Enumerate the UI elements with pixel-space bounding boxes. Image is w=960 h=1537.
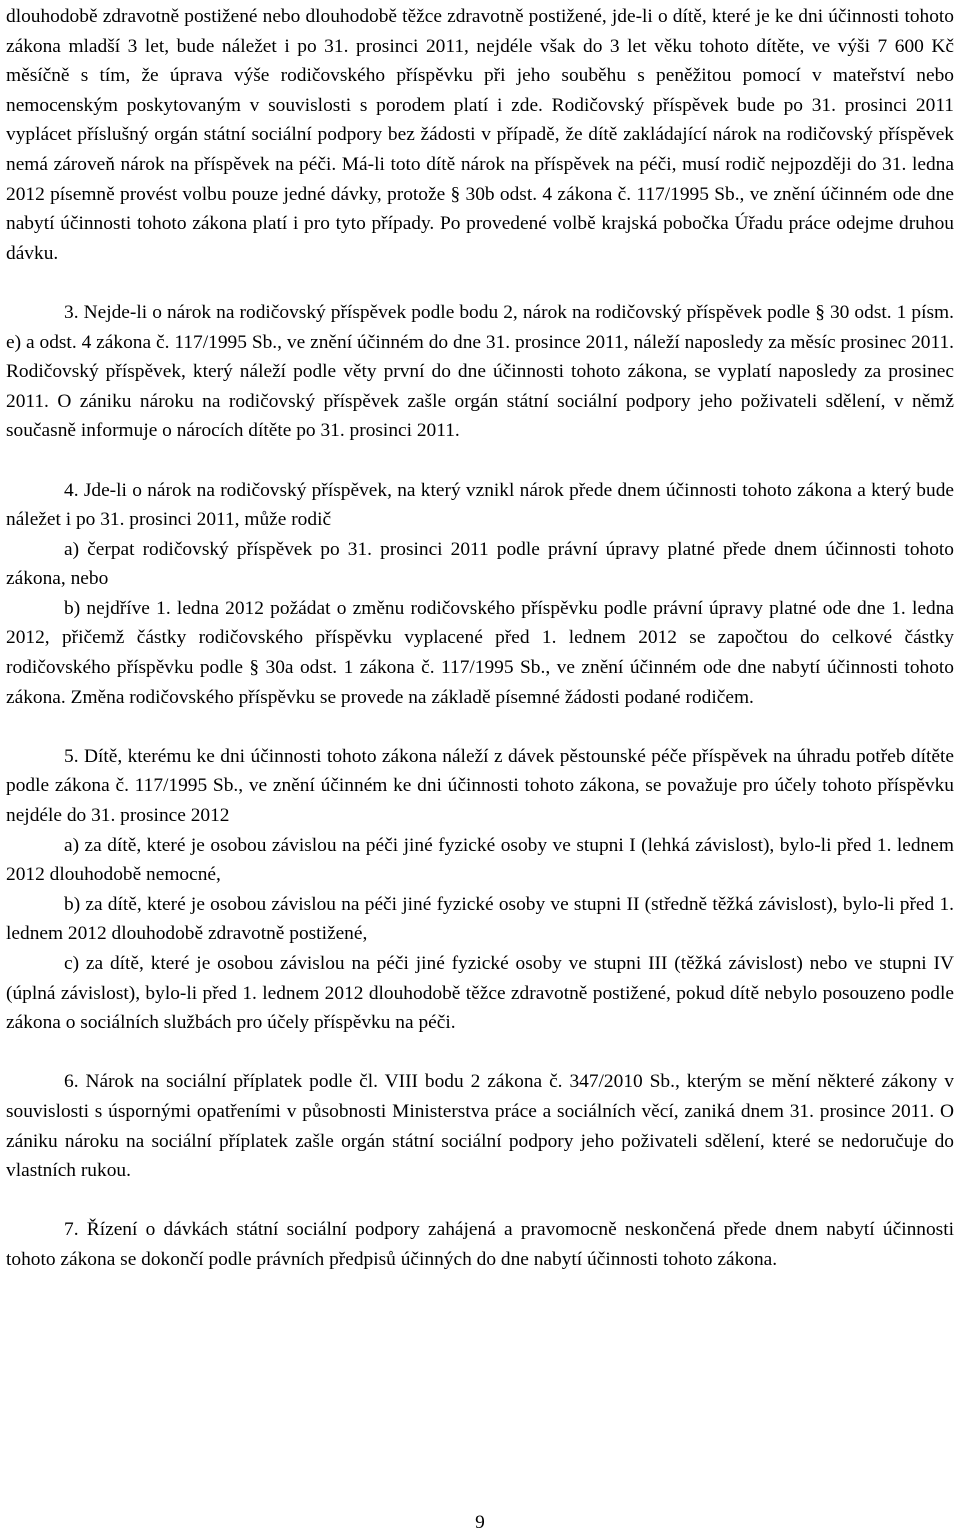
document-page [6,2,954,1275]
paragraph-5-item-b: b) za dítě, které je osobou závislou na péči jiné fyzické osoby ve stupni II (středně těžká závislost), bylo-li před 1. lednem 2012 dlouhodobě zdravotně postižené, [6,893,954,945]
paragraph-gap [6,446,954,476]
paragraph-gap [6,268,954,298]
paragraph-5: 5. Dítě, kterému ke dni účinnosti tohoto zákona náleží z dávek pěstounské péče příspěvek na úhradu potřeb dítěte podle zákona č. 117/1995 Sb., ve znění účinném ke dni účinnosti tohoto zákona, se považuje pro účely tohoto příspěvku nejdéle do 31. prosince 2012 [6,745,954,827]
paragraph-gap [6,712,954,742]
paragraph-4-item-a: a) čerpat rodičovský příspěvek po 31. prosinci 2011 podle právní úpravy platné přede dnem účinnosti tohoto zákona, nebo [6,538,954,590]
paragraph-gap [6,1186,954,1216]
paragraph-4: 4. Jde-li o nárok na rodičovský příspěvek, na který vznikl nárok přede dnem účinnosti tohoto zákona a který bude náležet i po 31. prosinci 2011, může rodič [6,479,954,531]
paragraph-gap [6,1038,954,1068]
paragraph-5-item-c: c) za dítě, které je osobou závislou na péči jiné fyzické osoby ve stupni III (těžká závislost) nebo ve stupni IV (úplná závislost), bylo-li před 1. lednem 2012 dlouhodobě těžce zdravotně postižené, pokud dítě nebylo posouzeno podle zákona o sociálních službách pro účely příspěvku na péči. [6,953,954,1034]
paragraph-5-item-a: a) za dítě, které je osobou závislou na péči jiné fyzické osoby ve stupni I (lehká závislost), bylo-li před 1. lednem 2012 dlouhodobě nemocné, [6,834,954,886]
paragraph-7: 7. Řízení o dávkách státní sociální podpory zahájená a pravomocně neskončená přede dnem nabytí účinnosti tohoto zákona se dokončí podle právních předpisů účinných do dne nabytí účinnosti tohoto zákona. [6,1219,954,1270]
page-number: 9 [475,1512,485,1533]
paragraph-3: 3. Nejde-li o nárok na rodičovský příspěvek podle bodu 2, nárok na rodičovský příspěvek podle § 30 odst. 1 písm. e) a odst. 4 zákona č. 117/1995 Sb., ve znění účinném do dne 31. prosince 2011, náleží naposledy za měsíc prosinec 2011. Rodičovský příspěvek, který náleží podle věty první do dne účinnosti tohoto zákona, se vyplatí naposledy za prosinec 2011. O zániku nároku na rodičovský příspěvek zašle orgán státní sociální podpory jeho poživateli sdělení, v němž současně informuje o nárocích dítěte po 31. prosinci 2011. [6,301,954,442]
paragraph-continuation: dlouhodobě zdravotně postižené nebo dlouhodobě těžce zdravotně postižené, jde-li o dítě, které je ke dni účinnosti tohoto zákona mladší 3 let, bude náležet i po 31. prosinci 2011, nejdéle však do 3 let věku tohoto dítěte, ve výši 7 600 Kč měsíčně s tím, že úprava výše rodičovského příspěvku při jeho souběhu s peněžitou pomocí v mateřství nebo nemocenským poskytovaným v souvislosti s porodem platí i zde. Rodičovský příspěvek bude po 31. prosinci 2011 vyplácet příslušný orgán státní sociální podpory bez žádosti v případě, že dítě zakládající nárok na rodičovský příspěvek nemá zároveň nárok na příspěvek na péči. Má-li toto dítě nárok na příspěvek na péči, musí rodič nejpozději do 31. ledna 2012 písemně provést volbu pouze jedné dávky, protože § 30b odst. 4 zákona č. 117/1995 Sb., ve znění účinném ode dne nabytí účinnosti tohoto zákona platí i pro tyto případy. Po provedené volbě krajská pobočka Úřadu práce odejme druhou dávku. [6,6,954,264]
paragraph-4-item-b: b) nejdříve 1. ledna 2012 požádat o změnu rodičovského příspěvku podle právní úpravy platné ode dne 1. ledna 2012, přičemž částky rodičovského příspěvku vyplacené před 1. lednem 2012 se započtou do celkové částky rodičovského příspěvku podle § 30a odst. 1 zákona č. 117/1995 Sb., ve znění účinném ode dne nabytí účinnosti tohoto zákona. Změna rodičovského příspěvku se provede na základě písemné žádosti podané rodičem. [6,597,954,708]
paragraph-6: 6. Nárok na sociální příplatek podle čl. VIII bodu 2 zákona č. 347/2010 Sb., kterým se mění některé zákony v souvislosti s úspornými opatřeními v působnosti Ministerstva práce a sociálních věcí, zaniká dnem 31. prosince 2011. O zániku nároku na sociální příplatek zašle orgán státní sociální podpory jeho poživateli sdělení, které se nedoručuje do vlastních rukou. [6,1071,954,1182]
